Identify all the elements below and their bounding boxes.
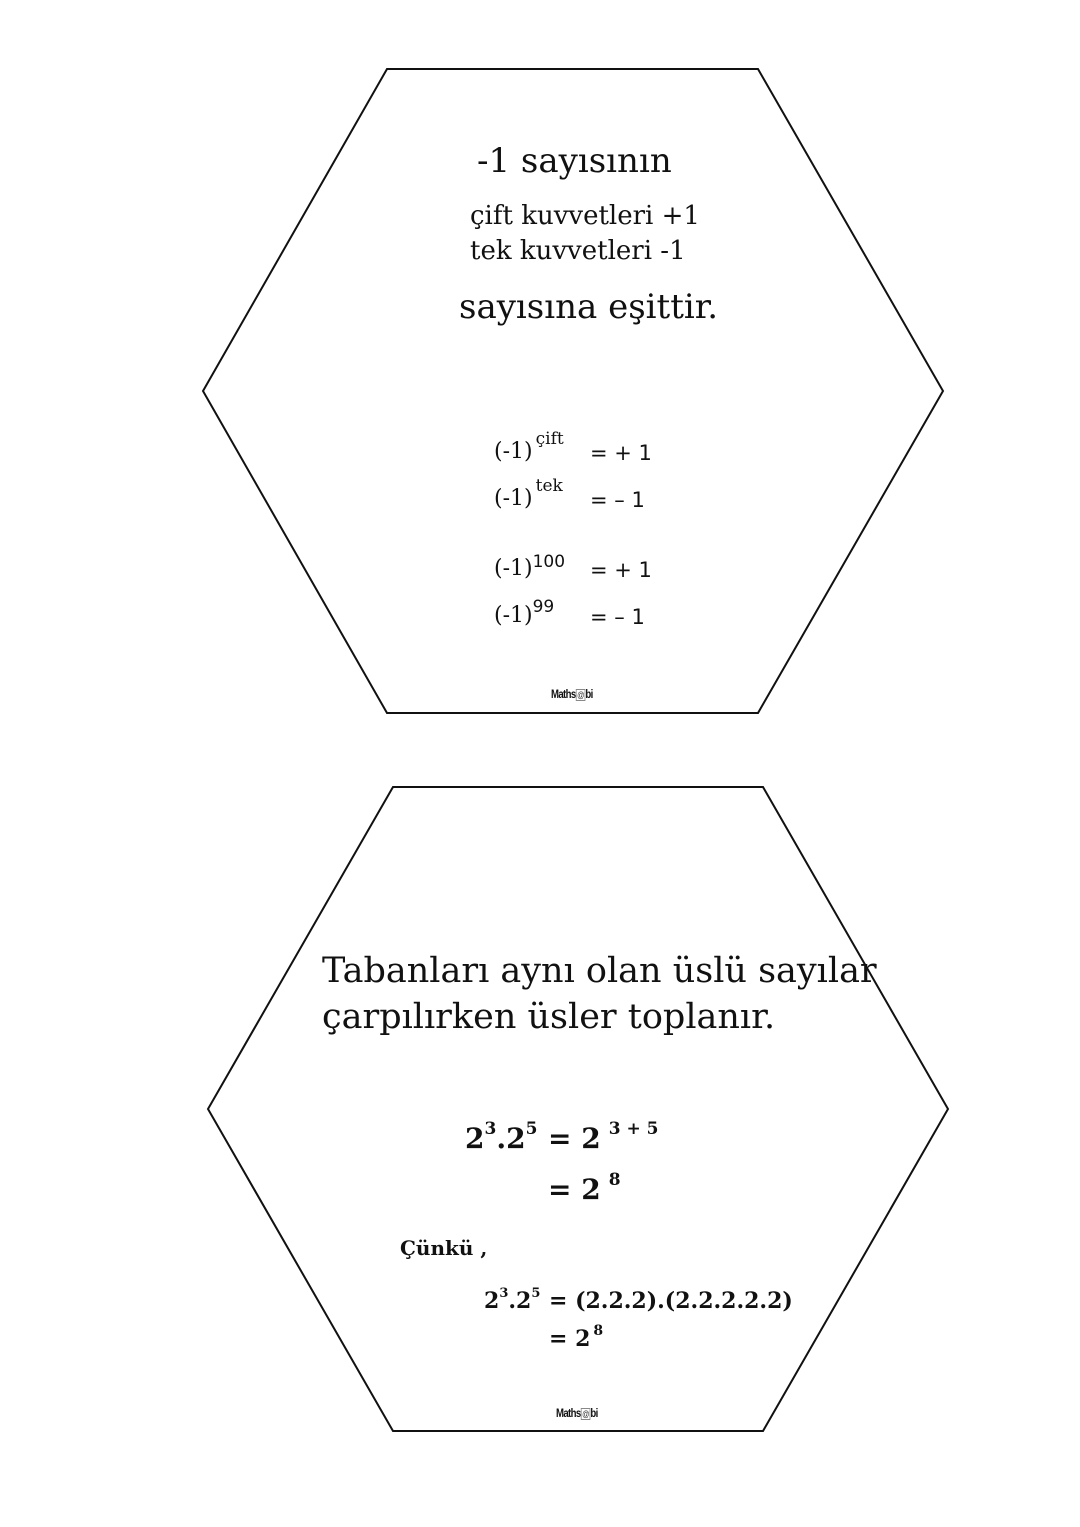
logo-text-left: Maths <box>556 1406 581 1420</box>
logo-text-right: bi <box>590 1406 598 1420</box>
logo-text-right: bi <box>585 687 593 701</box>
logo-text-left: Maths <box>551 687 576 701</box>
exponent: 3 <box>484 1119 497 1139</box>
logo-at-icon: @ <box>582 1409 589 1419</box>
proof-lhs <box>484 1286 541 1314</box>
dot: . <box>508 1288 517 1314</box>
equation-odd <box>494 476 563 511</box>
card2-rule-line2: çarpılırken üsler toplanır. <box>322 997 776 1037</box>
mathsabi-logo <box>551 688 593 700</box>
equation-100 <box>494 552 566 581</box>
equation-99 <box>494 597 555 628</box>
example-eq1 <box>548 1119 659 1155</box>
card2-rule-line1: Tabanları aynı olan üslü sayılar <box>322 951 877 991</box>
logo-at-icon: @ <box>577 690 584 700</box>
base: 2 <box>484 1288 500 1314</box>
eq1-exponent: 3 + 5 <box>608 1119 659 1139</box>
eq-base: (-1) <box>494 439 533 464</box>
eq-exponent: 99 <box>532 597 555 617</box>
dot: . <box>496 1122 507 1155</box>
eq2-exponent: 8 <box>608 1170 621 1190</box>
eq-base: (-1) <box>494 486 533 511</box>
eq1-text: = 2 <box>548 1122 601 1155</box>
proof-rhs1: = (2.2.2).(2.2.2.2.2) <box>549 1288 793 1314</box>
equation-odd-rhs: = – 1 <box>590 488 645 512</box>
exponent: 5 <box>531 1286 541 1301</box>
eq-exponent: 100 <box>532 552 566 572</box>
equation-even-rhs: = + 1 <box>590 441 652 465</box>
eq-base: (-1) <box>494 556 533 581</box>
base: 2 <box>516 1288 532 1314</box>
card1-conclusion: sayısına eşittir. <box>459 287 719 327</box>
mathsabi-logo <box>556 1407 598 1419</box>
eq2-text: = 2 <box>548 1173 601 1206</box>
eq-base: (-1) <box>494 603 533 628</box>
proof-rhs2 <box>549 1323 604 1352</box>
equation-even <box>494 429 564 464</box>
card1-title: -1 sayısının <box>477 141 672 181</box>
exponent: 3 <box>499 1286 509 1301</box>
exponent: 5 <box>525 1119 538 1139</box>
rhs2-text: = 2 <box>549 1326 591 1352</box>
eq-exponent: çift <box>535 429 564 449</box>
because-label: Çünkü , <box>400 1236 488 1260</box>
eq-exponent: tek <box>535 476 563 496</box>
equation-100-rhs: = + 1 <box>590 558 652 582</box>
equation-99-rhs: = – 1 <box>590 605 645 629</box>
rhs2-exponent: 8 <box>593 1323 604 1339</box>
card1-odd-powers-line: tek kuvvetleri -1 <box>470 236 686 266</box>
base: 2 <box>506 1122 526 1155</box>
example-eq2 <box>548 1170 621 1206</box>
base: 2 <box>465 1122 485 1155</box>
card1-even-powers-line: çift kuvvetleri +1 <box>470 201 700 231</box>
example-lhs <box>465 1119 538 1155</box>
